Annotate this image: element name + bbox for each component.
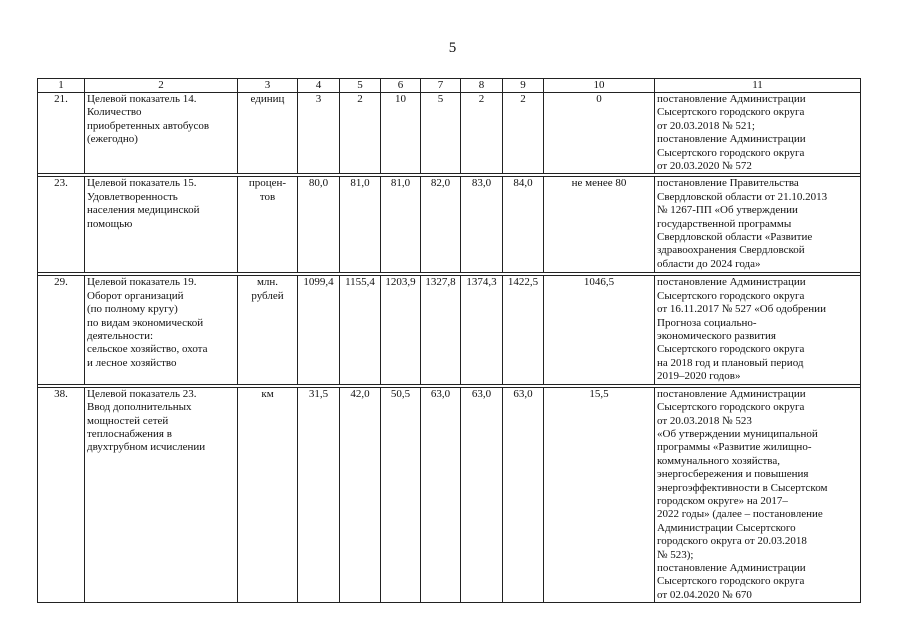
value-cell: 1422,5 [503, 276, 544, 384]
page-number: 5 [448, 40, 457, 56]
value-cell: 63,0 [421, 387, 461, 603]
value-cell: 82,0 [421, 177, 461, 273]
row-number: 23. [38, 177, 85, 273]
header-cell: 2 [85, 79, 238, 93]
value-cell: 1327,8 [421, 276, 461, 384]
table-row [38, 387, 861, 603]
indicators-table-wrapper [37, 78, 860, 603]
value-cell: 63,0 [461, 387, 503, 603]
header-row [38, 79, 861, 93]
header-cell: 1 [38, 79, 85, 93]
header-cell: 11 [655, 79, 861, 93]
value-cell: 50,5 [381, 387, 421, 603]
table-row [38, 177, 861, 273]
value-cell: 2 [503, 93, 544, 174]
value-cell: 2 [461, 93, 503, 174]
value-cell: 63,0 [503, 387, 544, 603]
value-cell: 2 [340, 93, 381, 174]
value-cell: 83,0 [461, 177, 503, 273]
value-cell: 31,5 [298, 387, 340, 603]
value-cell: 81,0 [381, 177, 421, 273]
source-document: постановление Администрации Сысертского городского округа от 20.03.2018 № 521; постановление Администрации Сысертского городского округа от 20.03.2020 № 572 [655, 93, 861, 174]
value-cell: 1203,9 [381, 276, 421, 384]
value-cell: 80,0 [298, 177, 340, 273]
header-cell: 6 [381, 79, 421, 93]
value-cell: 1155,4 [340, 276, 381, 384]
value-cell: 1099,4 [298, 276, 340, 384]
value-cell: 5 [421, 93, 461, 174]
unit-cell: единиц [238, 93, 298, 174]
header-cell: 9 [503, 79, 544, 93]
indicator-name: Целевой показатель 14. Количество приобретенных автобусов (ежегодно) [85, 93, 238, 174]
row-number: 21. [38, 93, 85, 174]
indicators-table [37, 78, 861, 603]
row-number: 38. [38, 387, 85, 603]
indicator-name: Целевой показатель 23. Ввод дополнительных мощностей сетей теплоснабжения в двухтрубном исчислении [85, 387, 238, 603]
unit-cell: км [238, 387, 298, 603]
value-cell: 42,0 [340, 387, 381, 603]
value-cell: 3 [298, 93, 340, 174]
value-cell: 81,0 [340, 177, 381, 273]
value-cell: 1374,3 [461, 276, 503, 384]
row-number: 29. [38, 276, 85, 384]
table-row [38, 276, 861, 384]
unit-cell: млн. рублей [238, 276, 298, 384]
source-document: постановление Администрации Сысертского городского округа от 16.11.2017 № 527 «Об одобрении Прогноза социально- экономического развития Сысертского городского округа на 2018 год и плановый период 2019–2020 годов» [655, 276, 861, 384]
header-cell: 4 [298, 79, 340, 93]
header-cell: 8 [461, 79, 503, 93]
value-cell: 1046,5 [544, 276, 655, 384]
value-cell: 15,5 [544, 387, 655, 603]
indicator-name: Целевой показатель 15. Удовлетворенность населения медицинской помощью [85, 177, 238, 273]
header-cell: 5 [340, 79, 381, 93]
unit-cell: процен- тов [238, 177, 298, 273]
source-document: постановление Правительства Свердловской области от 21.10.2013 № 1267-ПП «Об утверждении государственной программы Свердловской области «Развитие здравоохранения Свердловской области до 2024 года» [655, 177, 861, 273]
table-row [38, 93, 861, 174]
value-cell: не менее 80 [544, 177, 655, 273]
value-cell: 0 [544, 93, 655, 174]
header-cell: 3 [238, 79, 298, 93]
indicator-name: Целевой показатель 19. Оборот организаций (по полному кругу) по видам экономической деятельности: сельское хозяйство, охота и лесное хозяйство [85, 276, 238, 384]
header-cell: 7 [421, 79, 461, 93]
value-cell: 10 [381, 93, 421, 174]
value-cell: 84,0 [503, 177, 544, 273]
source-document: постановление Администрации Сысертского городского округа от 20.03.2018 № 523 «Об утверждении муниципальной программы «Развитие жилищно- коммунального хозяйства, энергосбережения и повышения энергоэффективности в Сысертском городском округе» на 2017– 2022 годы» (далее – постановление Администрации Сысертского городского округа от 20.03.2018 № 523); постановление Администрации Сысертского городского округа от 02.04.2020 № 670 [655, 387, 861, 603]
header-cell: 10 [544, 79, 655, 93]
